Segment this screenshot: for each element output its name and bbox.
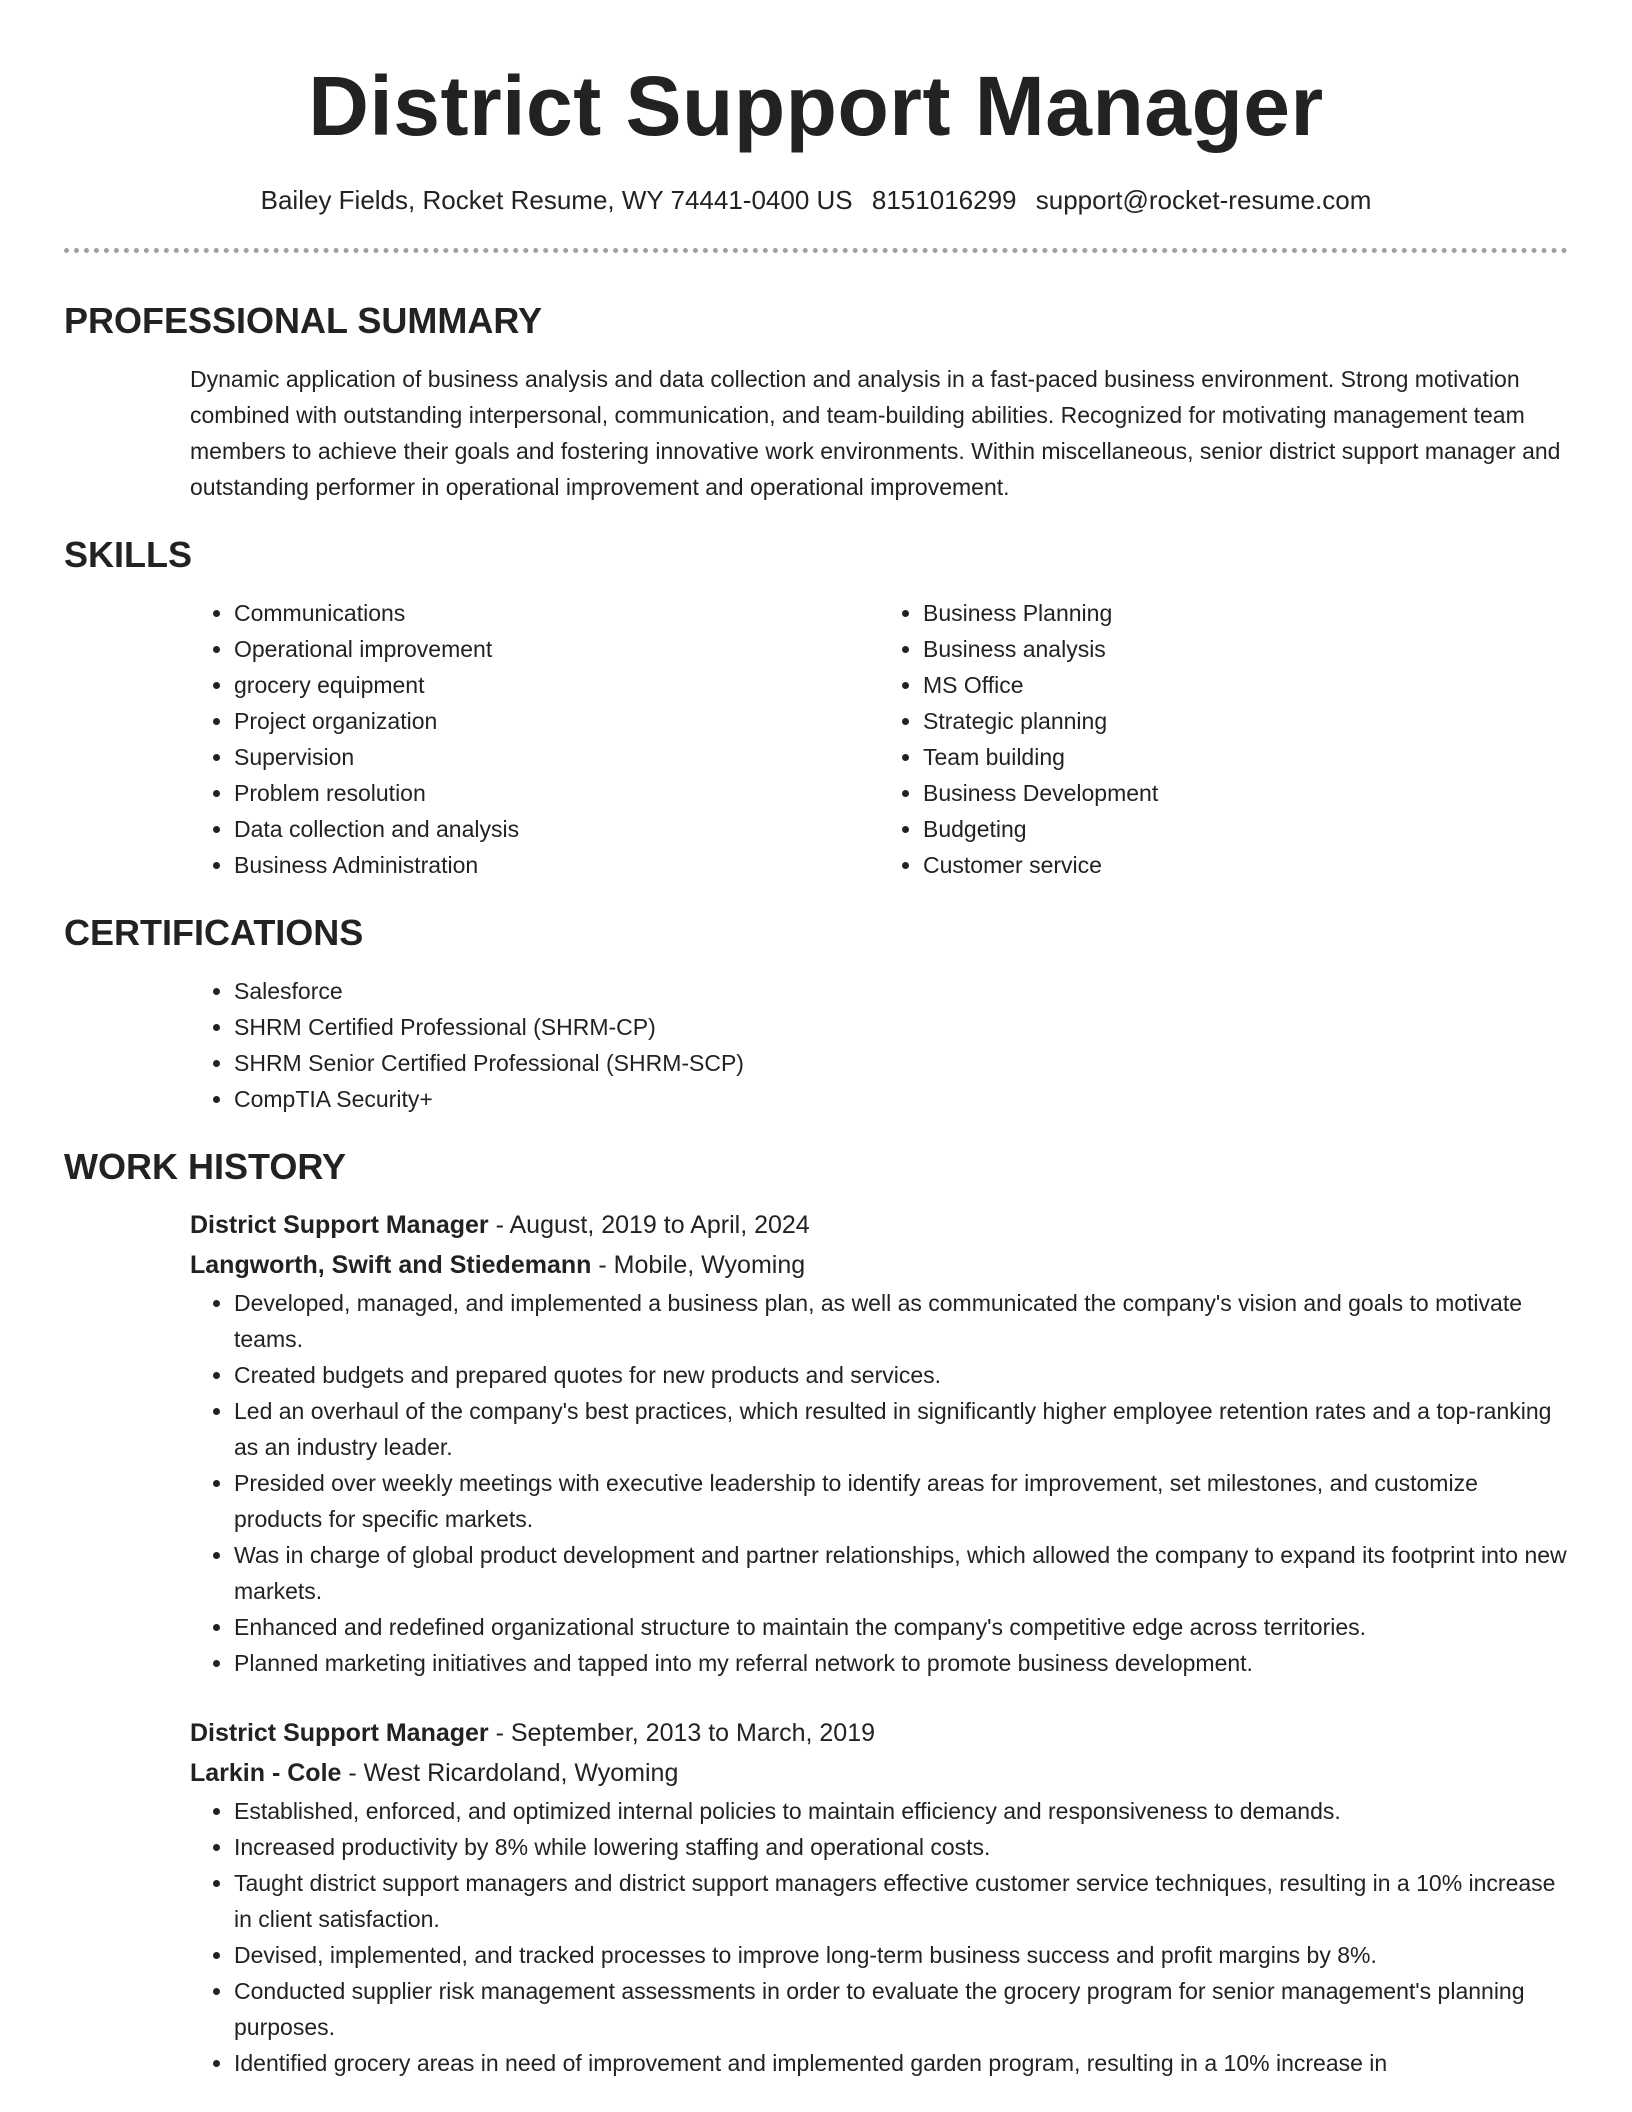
skills-title: SKILLS bbox=[64, 534, 193, 575]
skill-item: • MS Office bbox=[923, 667, 1568, 703]
job-bullet: • Was in charge of global product development and partner relationships, which allowed the company to expand its footprint into new markets. bbox=[234, 1537, 1568, 1609]
skill-item: • Business Development bbox=[923, 775, 1568, 811]
certification-item: • Salesforce bbox=[234, 973, 1568, 1009]
skills-list-right bbox=[879, 595, 1568, 883]
skill-item: • Business Planning bbox=[923, 595, 1568, 631]
summary-title: PROFESSIONAL SUMMARY bbox=[64, 300, 543, 341]
job-bullet: • Identified grocery areas in need of improvement and implemented garden program, resulting in a 10% increase in bbox=[234, 2045, 1568, 2081]
job-bullet: • Established, enforced, and optimized internal policies to maintain efficiency and responsiveness to demands. bbox=[234, 1793, 1568, 1829]
work-history-title: WORK HISTORY bbox=[64, 1146, 347, 1187]
skills-list-left bbox=[190, 595, 879, 883]
job-company: Larkin - Cole bbox=[190, 1759, 342, 1787]
contact-line bbox=[0, 182, 1632, 218]
job-bullet: • Conducted supplier risk management assessments in order to evaluate the grocery program for senior management's planning purposes. bbox=[234, 1973, 1568, 2045]
job-title: District Support Manager bbox=[190, 1719, 489, 1747]
skill-item: • Project organization bbox=[234, 703, 879, 739]
job-bullet: • Enhanced and redefined organizational structure to maintain the company's competitive edge across territories. bbox=[234, 1609, 1568, 1645]
skill-item: • Operational improvement bbox=[234, 631, 879, 667]
job-bullet: • Increased productivity by 8% while lowering staffing and operational costs. bbox=[234, 1829, 1568, 1865]
job-entry bbox=[190, 1713, 1568, 2081]
certification-item: • SHRM Senior Certified Professional (SHRM-SCP) bbox=[234, 1045, 1568, 1081]
resume-header bbox=[0, 0, 1632, 218]
job-bullet: • Presided over weekly meetings with executive leadership to identify areas for improvement, set milestones, and customize products for specific markets. bbox=[234, 1465, 1568, 1537]
job-title: District Support Manager bbox=[190, 1211, 489, 1239]
job-bullet: • Developed, managed, and implemented a business plan, as well as communicated the company's vision and goals to motivate teams. bbox=[234, 1285, 1568, 1357]
certifications-list bbox=[190, 973, 1568, 1117]
skill-item: • Budgeting bbox=[923, 811, 1568, 847]
skill-item: • Supervision bbox=[234, 739, 879, 775]
contact-phone: 8151016299 bbox=[871, 185, 1017, 215]
job-bullet: • Planned marketing initiatives and tapped into my referral network to promote business development. bbox=[234, 1645, 1568, 1681]
certifications-section bbox=[0, 909, 1632, 1117]
summary-text: Dynamic application of business analysis and data collection and analysis in a fast-paced business environment. Strong motivation combined with outstanding interpersonal, communication, and team-building abilities. Recognized for motivating management team members to achieve their goals and fostering innovative work environments. Within miscellaneous, senior district support manager and outstanding performer in operational improvement and operational improvement. bbox=[190, 366, 1561, 500]
job-bullet: • Devised, implemented, and tracked processes to improve long-term business success and profit margins by 8%. bbox=[234, 1937, 1568, 1973]
skill-item: • Customer service bbox=[923, 847, 1568, 883]
skill-item: • Business Administration bbox=[234, 847, 879, 883]
job-bullet: • Led an overhaul of the company's best practices, which resulted in significantly higher employee retention rates and a top-ranking as an industry leader. bbox=[234, 1393, 1568, 1465]
job-company-line bbox=[190, 1753, 1568, 1793]
skill-item: • Communications bbox=[234, 595, 879, 631]
work-history-section bbox=[0, 1143, 1632, 2081]
resume-name: District Support Manager bbox=[308, 59, 1324, 153]
job-bullet: • Taught district support managers and district support managers effective customer service techniques, resulting in a 10% increase in client satisfaction. bbox=[234, 1865, 1568, 1937]
job-bullets bbox=[190, 1285, 1568, 1681]
job-company-line bbox=[190, 1245, 1568, 1285]
header-divider bbox=[64, 248, 1568, 253]
contact-email[interactable]: support@rocket-resume.com bbox=[1035, 185, 1372, 215]
skill-item: • grocery equipment bbox=[234, 667, 879, 703]
job-company: Langworth, Swift and Stiedemann bbox=[190, 1251, 592, 1279]
certifications-title: CERTIFICATIONS bbox=[64, 912, 364, 953]
certification-item: • CompTIA Security+ bbox=[234, 1081, 1568, 1117]
job-location: - Mobile, Wyoming bbox=[591, 1251, 806, 1279]
skill-item: • Strategic planning bbox=[923, 703, 1568, 739]
job-title-line bbox=[190, 1713, 1568, 1753]
summary-section bbox=[0, 297, 1632, 505]
job-dates: - August, 2019 to April, 2024 bbox=[488, 1211, 810, 1239]
skills-section bbox=[0, 531, 1632, 883]
skill-item: • Problem resolution bbox=[234, 775, 879, 811]
certification-item: • SHRM Certified Professional (SHRM-CP) bbox=[234, 1009, 1568, 1045]
job-bullets bbox=[190, 1793, 1568, 2081]
job-location: - West Ricardoland, Wyoming bbox=[341, 1759, 679, 1787]
skill-item: • Business analysis bbox=[923, 631, 1568, 667]
job-bullet: • Created budgets and prepared quotes for new products and services. bbox=[234, 1357, 1568, 1393]
job-dates: - September, 2013 to March, 2019 bbox=[488, 1719, 875, 1747]
skill-item: • Team building bbox=[923, 739, 1568, 775]
contact-address: Bailey Fields, Rocket Resume, WY 74441-0400 US bbox=[260, 185, 853, 215]
skill-item: • Data collection and analysis bbox=[234, 811, 879, 847]
job-title-line bbox=[190, 1205, 1568, 1245]
job-entry bbox=[190, 1205, 1568, 1681]
